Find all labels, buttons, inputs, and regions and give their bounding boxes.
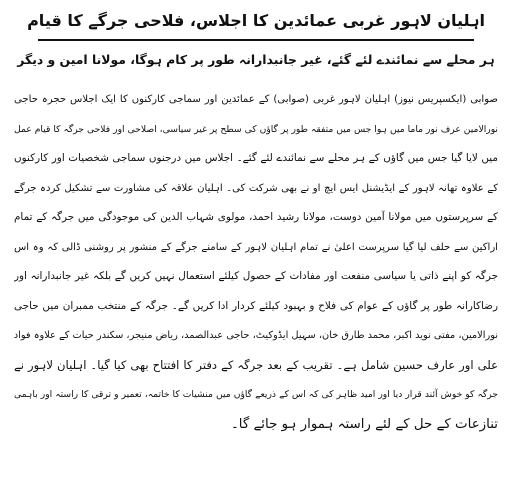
article-subheadline: ہر محلے سے نمائندے لئے گئے، غیر جانبدارانہ طور پر کام ہوگا، مولانا امین و دیگر <box>17 52 495 67</box>
article-line: علی اور عارف حسین شامل ہے۔ تقریب کے بعد جرگہ کے دفتر کا افتتاح بھی کیا گیا۔ اہلیان لاہور نے <box>14 357 498 372</box>
article-line: جرگہ کو اپنے ذاتی یا سیاسی منفعت اور مفادات کے حصول کیلئے استعمال نہیں کریں گے بلکہ غیر جانبدارانہ اور <box>14 270 498 282</box>
article-line: صوابی (ایکسپریس نیوز) اہلیان لاہور غربی (صوابی) کے عمائدین اور سماجی کارکنوں کا ایک اجلاس حجرہ حاجی <box>14 94 498 105</box>
article-line: تنازعات کے حل کے لئے راستہ ہموار ہو جائے گا۔ <box>230 416 498 432</box>
article-line: کے علاوہ تھانہ لاہور کے ایڈیشنل ایس ایچ او نے بھی شرکت کی۔ اہلیان علاقہ کی مشاورت سے تشکیل کردہ جرگے <box>14 182 498 194</box>
article-line: میں لایا گیا جس میں گاؤں کے ہر محلے سے نمائندے لئے گئے۔ اجلاس میں درجنوں سماجی شخصیات اور کارکنوں <box>14 152 498 164</box>
article-line: نورالامین، مفتی نوید اکبر، محمد طارق خان، سہیل ایڈوکیٹ، حاجی عبدالصمد، ریاض منیجر، سکندر حیات کے علاوہ فواد <box>14 330 498 341</box>
headline-divider <box>38 39 474 41</box>
article-line: رضاکارانہ طور پر گاؤں کے عوام کی فلاح و بہبود کیلئے کردار ادا کریں گے۔ جرگہ کے منتخب ممبران میں حاجی <box>14 299 498 312</box>
article-headline: اہلیان لاہور غربی عمائدین کا اجلاس، فلاحی جرگے کا قیام <box>27 11 485 30</box>
article-line: کے سرپرستوں میں مولانا آمین دوست، مولانا رشید احمد، مولوی شہاب الدین کی موجودگی میں جرگہ کے تمام <box>14 211 498 223</box>
article-line: اراکین سے حلف لیا گیا سرپرست اعلیٰ نے تمام اہلیان لاہور کے سامنے جرگے کے منشور پر روشنی ڈالی کہ وہ اس <box>14 241 498 253</box>
article-body <box>14 85 498 439</box>
article-line: نورالامین عرف نور ماما میں ہوا جس میں متفقہ طور پر گاؤں کی سطح پر غیر سیاسی، اصلاحی اور فلاحی جرگہ کا قیام عمل <box>14 123 498 135</box>
article-line: جرگہ کو خوش آئند قرار دیا اور امید ظاہر کی کہ اس کے ذریعے گاؤں میں منشیات کا خاتمہ، تعمیر و ترقی کا راستہ اور باہمی <box>14 389 498 400</box>
